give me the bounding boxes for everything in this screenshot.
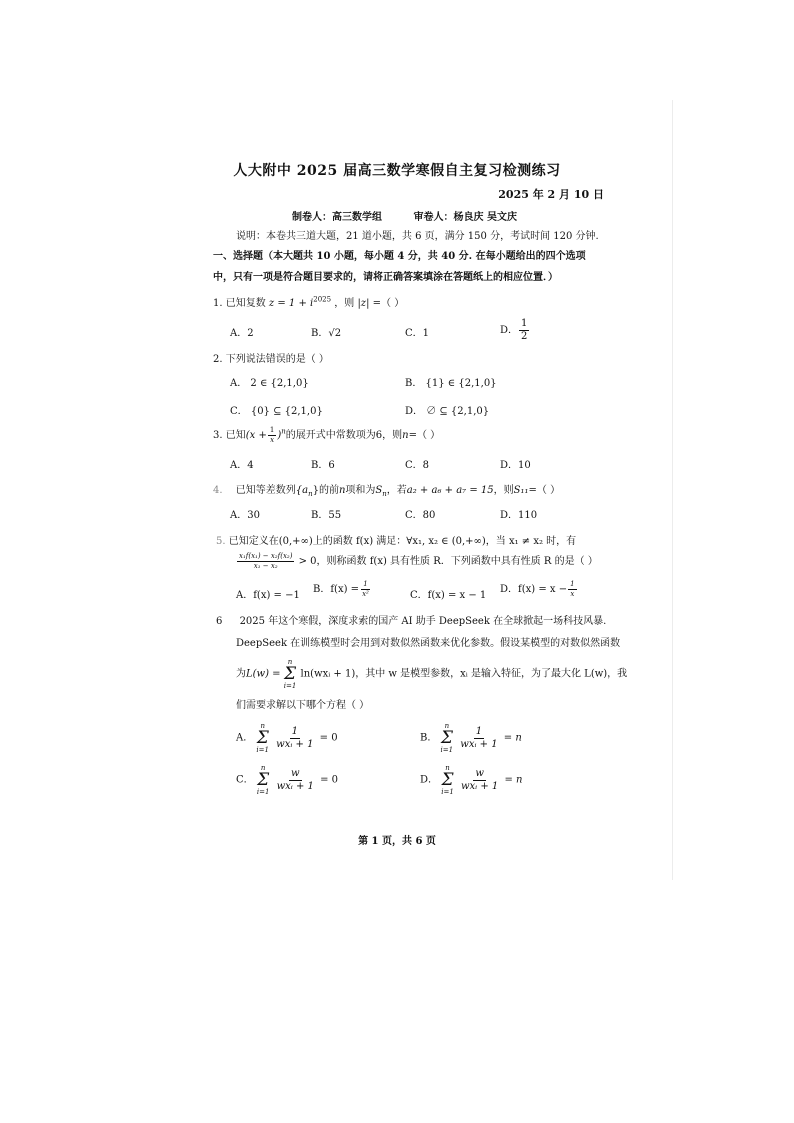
q5-number: 5. <box>216 536 226 547</box>
q3-const: 6 <box>375 430 383 441</box>
q6-b-fraction <box>458 726 499 751</box>
q6-d-num: w <box>475 767 484 779</box>
q5-option-b-label: B．f(x) = <box>313 584 360 595</box>
q4-seq-end: } <box>312 485 319 496</box>
q2-text: 下列说法错误的是（ ） <box>225 354 329 365</box>
q2-option-c: C． {0} ⊆ {2,1,0} <box>230 406 323 417</box>
q1-option-b <box>311 324 341 339</box>
q6-d-label: D． <box>420 774 439 786</box>
q4-number: 4. <box>213 485 223 496</box>
q4-condition: a₂ + a₆ + a₇ = 15 <box>406 485 494 496</box>
q1-number: 1. <box>213 298 223 309</box>
q3-option-d: D．10 <box>500 460 531 471</box>
q6-sum-top: n <box>287 658 293 666</box>
q5-frac-num: x₁f(x₁) − x₂f(x₂) <box>239 552 293 560</box>
exam-title: 人大附中 2025 届高三数学寒假自主复习检测练习 <box>233 163 561 179</box>
sigma-icon: Σ <box>440 728 453 748</box>
q1-text-b: ，则 <box>334 298 355 309</box>
q1-option-a: A．2 <box>230 328 254 339</box>
question-5-line2 <box>236 552 598 571</box>
q5-d-fraction <box>568 580 576 599</box>
q1-option-c: C．1 <box>405 328 430 339</box>
q1-d-num: 1 <box>521 318 528 329</box>
q3-option-b: B．6 <box>311 460 335 471</box>
maker: 制卷人：高三数学组 <box>292 212 382 223</box>
q3-number: 3. <box>213 430 223 441</box>
q6-a-num: 1 <box>291 725 299 737</box>
q6-line3-a: 为 <box>236 668 246 680</box>
q6-option-d <box>420 764 522 796</box>
sigma-icon: Σ <box>284 664 297 684</box>
q6-number: 6 <box>216 616 223 627</box>
q3-frac-den: x <box>270 436 275 444</box>
q4-S-sub: n <box>382 490 387 498</box>
q3-expr-right: ) <box>277 430 282 441</box>
q5-frac-den: x₁ − x₂ <box>253 562 278 570</box>
q1-expr: z = 1 + i <box>268 298 314 309</box>
page-footer: 第 1 页，共 6 页 <box>358 836 436 847</box>
q3-text-a: 已知 <box>225 430 246 441</box>
q6-d-rhs: = n <box>504 774 523 786</box>
q6-c-den: wxᵢ + 1 <box>276 780 314 792</box>
q6-L: L(w) = <box>246 668 281 680</box>
q4-text-a: 已知等差数列 <box>235 485 296 496</box>
exam-note: 说明：本卷共三道大题，21 道小题，共 6 页，满分 150 分，考试时间 120 分钟. <box>236 231 599 242</box>
q5-fraction <box>237 552 294 571</box>
q1-abs: |z| <box>357 298 370 309</box>
q6-a-fraction <box>274 726 315 751</box>
question-5 <box>216 532 576 547</box>
q4-S: S <box>375 485 383 496</box>
q4-ask: S₁₁ <box>513 485 529 496</box>
makers-line <box>292 208 517 223</box>
q5-option-b <box>313 580 372 599</box>
q6-c-rhs: = 0 <box>320 774 339 786</box>
q6-option-b <box>420 722 522 754</box>
sigma-icon: Σ <box>256 728 269 748</box>
exam-date: 2025 年 2 月 10 日 <box>498 188 604 201</box>
q1-option-b-value: √2 <box>328 328 342 339</box>
q5-option-a: A．f(x) = −1 <box>236 590 300 601</box>
q3-frac-num: 1 <box>269 426 275 434</box>
q6-line1: 2025 年这个寒假，深度求索的国产 AI 助手 DeepSeek 在全球掀起一场科技风暴. <box>239 616 607 627</box>
q6-sum-bottom: i=1 <box>283 682 297 690</box>
q4-seq-sub: n <box>308 490 313 498</box>
q3-var: n <box>402 430 409 441</box>
q1-d-den: 2 <box>521 331 528 342</box>
q4-option-b: B．55 <box>311 510 342 521</box>
q1-option-d-label: D． <box>500 325 519 336</box>
q1-text-c: =（ ） <box>372 298 405 309</box>
q4-text-b: 的前 <box>318 485 339 496</box>
q5-b-den: x² <box>362 590 369 598</box>
q6-a-den: wxᵢ + 1 <box>276 738 314 750</box>
q3-option-a: A．4 <box>230 460 254 471</box>
q1-option-d <box>500 318 530 343</box>
q3-text-c: ，则 <box>382 430 403 441</box>
q6-d-fraction <box>459 768 500 793</box>
q6-a-rhs: = 0 <box>319 732 338 744</box>
q4-option-a: A．30 <box>230 510 260 521</box>
q6-line2: DeepSeek 在训练模型时会用到对数似然函数来优化参数。假设某模型的对数似然函数 <box>236 638 621 649</box>
reviewer: 审卷人：杨良庆 吴文庆 <box>413 212 517 223</box>
q3-option-c: C．8 <box>405 460 430 471</box>
question-4 <box>213 481 560 498</box>
q5-line1: 已知定义在(0,+∞)上的函数 f(x) 满足：∀x₁, x₂ ∈ (0,+∞)，当 x₁ ≠ x₂ 时，有 <box>228 536 577 547</box>
q1-text-a: 已知复数 <box>225 298 266 309</box>
q6-line3 <box>236 658 627 690</box>
sigma-icon: Σ <box>441 770 454 790</box>
section-title: 一、选择题（本大题共 10 小题，每小题 4 分，共 40 分. 在每小题给出的四个选项中，只有一项是符合题目要求的，请将正确答案填涂在答题纸上的相应位置．） <box>213 251 586 283</box>
q3-fraction <box>268 426 276 445</box>
q5-b-fraction <box>360 580 371 599</box>
question-6 <box>216 612 606 627</box>
q6-a-label: A． <box>236 732 254 744</box>
q5-b-num: 1 <box>363 580 368 588</box>
q6-d-den: wxᵢ + 1 <box>460 780 499 792</box>
question-1 <box>213 294 404 309</box>
q4-seq: {a <box>295 485 309 496</box>
q1-option-b-label: B． <box>311 328 329 339</box>
q2-option-d: D． ∅ ⊆ {2,1,0} <box>405 406 490 417</box>
question-3 <box>213 426 440 445</box>
sigma-icon: Σ <box>257 770 270 790</box>
q3-text-d: =（ ） <box>408 430 441 441</box>
q6-b-sum: n Σ i=1 <box>440 722 454 754</box>
q5-option-d <box>500 580 578 599</box>
q5-line2: > 0，则称函数 f(x) 具有性质 R．下列函数中具有性质 R 的是（ ） <box>298 556 598 567</box>
q6-c-label: C． <box>236 774 254 786</box>
q4-text-f: =（ ） <box>528 485 561 496</box>
q6-line3-b: ln(wxᵢ + 1)，其中 w 是模型参数，xᵢ 是输入特征，为了最大化 L(w)，我 <box>300 668 628 680</box>
q4-option-d: D．110 <box>500 510 538 521</box>
q6-option-c <box>236 764 338 796</box>
q2-option-b: B． {1} ∈ {2,1,0} <box>405 378 497 389</box>
q3-expr-left: (x + <box>245 430 267 441</box>
q6-b-rhs: = n <box>503 732 522 744</box>
q6-line4: 们需要求解以下哪个方程（ ） <box>236 700 370 711</box>
q6-c-fraction <box>275 768 316 793</box>
q5-d-num: 1 <box>570 580 575 588</box>
scan-edge-line <box>672 100 673 880</box>
q4-n: n <box>338 485 346 496</box>
q6-option-a <box>236 722 338 754</box>
q5-d-den: x <box>570 590 575 598</box>
q6-a-sum: n Σ i=1 <box>256 722 269 754</box>
q6-d-sum: n Σ i=1 <box>441 764 454 796</box>
q4-text-e: ，则 <box>493 485 514 496</box>
q6-b-label: B． <box>420 732 438 744</box>
q6-sum <box>284 658 297 690</box>
q4-text-c: 项和为 <box>345 485 376 496</box>
q1-option-d-fraction <box>519 318 529 343</box>
question-2 <box>213 350 329 365</box>
q6-b-num: 1 <box>475 725 483 737</box>
q2-option-a: A． 2 ∈ {2,1,0} <box>230 378 309 389</box>
q3-text-b: 的展开式中常数项为 <box>285 430 376 441</box>
q6-c-num: w <box>290 767 300 779</box>
q2-number: 2. <box>213 354 223 365</box>
q6-c-sum: n Σ i=1 <box>256 764 270 796</box>
q4-text-d: ，若 <box>386 485 407 496</box>
q5-option-d-label: D．f(x) = x − <box>500 584 568 595</box>
q1-exponent: 2025 <box>313 295 332 304</box>
q5-option-c: C．f(x) = x − 1 <box>410 590 487 601</box>
q4-option-c: C．80 <box>405 510 436 521</box>
q6-b-den: wxᵢ + 1 <box>460 738 498 750</box>
q3-exponent: n <box>281 427 286 436</box>
